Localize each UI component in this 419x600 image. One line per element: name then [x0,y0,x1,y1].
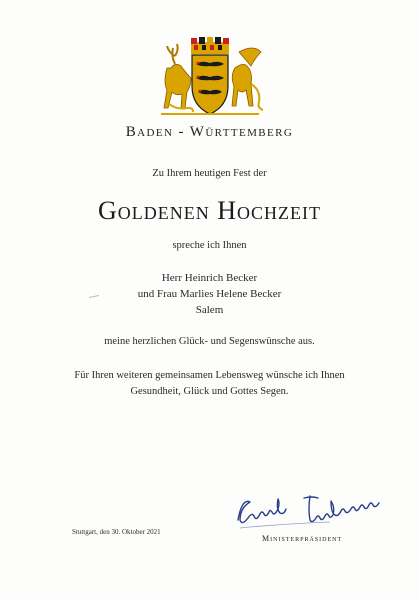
blessing-line-1: Für Ihren weiteren gemeinsamen Lebensweg wünsche ich Ihnen [74,370,345,381]
handwritten-signature [232,490,404,534]
place-and-date: Stuttgart, den 30. Oktober 2021 [72,528,161,536]
shield-icon [192,55,228,114]
greeting-intro: Zu Ihrem heutigen Fest der [152,168,267,179]
recipient-line-2: und Frau Marlies Helene Becker [137,288,282,300]
signatory-title: Ministerpräsident [262,534,343,543]
stag-supporter-icon [164,44,193,112]
recipient-place: Salem [195,304,224,316]
coat-of-arms-emblem [147,34,273,122]
blessing-line-2: Gesundheit, Glück und Gottes Segen. [130,386,289,397]
greeting-phrase: spreche ich Ihnen [172,240,247,251]
griffin-supporter-icon [232,48,263,110]
occasion-title: Goldenen Hochzeit [97,196,322,225]
state-name-heading: Baden - Württemberg [125,124,294,140]
crown-icon [191,37,229,54]
recipient-line-1: Herr Heinrich Becker [161,272,258,284]
wishes-text: meine herzlichen Glück- und Segenswünsche aus. [104,336,315,347]
